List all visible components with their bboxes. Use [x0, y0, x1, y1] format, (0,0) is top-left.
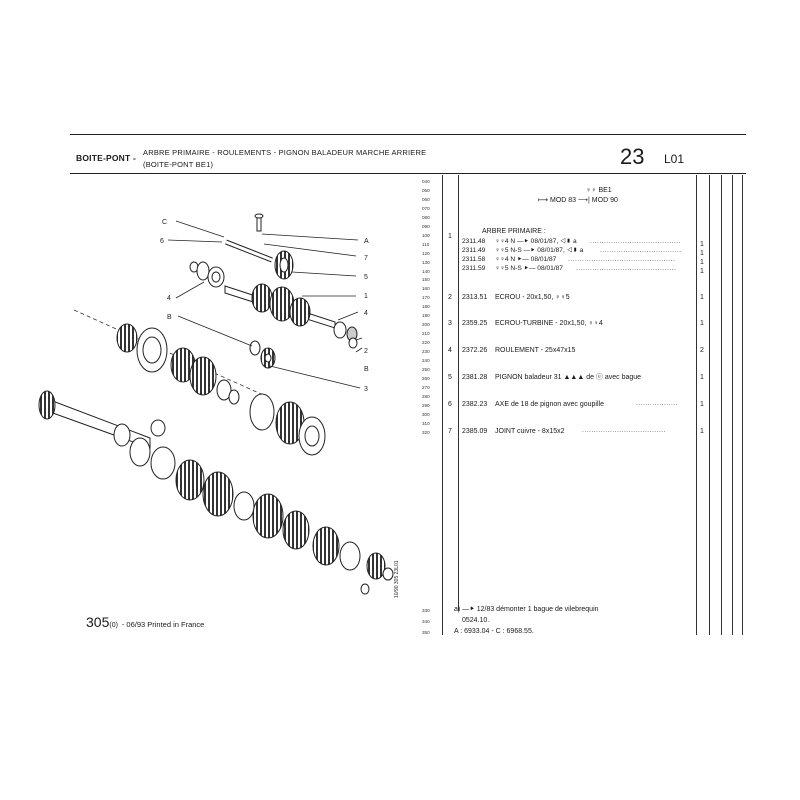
primary-gear-1 [252, 284, 272, 312]
primary-gear-3 [290, 298, 310, 326]
table-line-numbers-border [442, 175, 443, 635]
bearing-middle [250, 341, 275, 368]
callout-label: 6 [160, 238, 164, 245]
leader-dots: .................. [636, 401, 678, 407]
line-number: 310 [422, 420, 430, 426]
item-heading: ARBRE PRIMAIRE : [482, 228, 546, 235]
input-shaft-splines [39, 391, 55, 419]
line-number: 080 [422, 214, 430, 220]
line-number: 240 [422, 358, 430, 363]
callout-label: 4 [364, 310, 368, 317]
line-number: 220 [422, 340, 430, 346]
part-ref: 2313.51 [462, 294, 488, 301]
leader-dots: .................................... [582, 428, 666, 434]
table-right-border [742, 175, 743, 635]
line-number: 150 [422, 277, 430, 283]
model-to: MOD 90 [591, 197, 618, 204]
line-number: 090 [422, 223, 430, 229]
line-number: 250 [422, 366, 430, 372]
line-number: 350 [422, 630, 430, 635]
part-ref: 2381.28 [462, 374, 488, 381]
arrow-to-icon: ⟶| [576, 197, 592, 204]
part-qty: 1 [700, 250, 704, 257]
note-line-2: 0524.10. [462, 617, 490, 624]
line-number: 210 [422, 331, 430, 337]
part-ref: 2311.58 [462, 256, 486, 263]
part-desc: ♀♀5 N-S —⯈ 08/01/87, ◁▮ a [495, 247, 584, 254]
table-qty-column-border-1 [709, 175, 710, 635]
item-number: 5 [448, 374, 452, 381]
pin-7 [257, 217, 261, 231]
table-desc-column-border [696, 175, 697, 635]
part-desc: AXE de 18 de pignon avec goupille [495, 401, 604, 408]
side-reference: 10/90 305 23L01 [394, 560, 400, 598]
part-desc: ECROU-TURBINE - 20x1,50, ♀♀4 [495, 320, 603, 327]
line-number: 140 [422, 268, 430, 274]
part-qty: 1 [700, 241, 704, 248]
line-number: 190 [422, 313, 430, 319]
callout-label: 2 [364, 348, 368, 355]
line-number: 050 [422, 187, 430, 193]
part-desc: PIGNON baladeur 31 ▲▲▲ de ⓔ avec bague [495, 374, 642, 381]
gearbox-lower-assembly [39, 324, 393, 594]
section-label: BOITE-PONT - [76, 153, 137, 163]
line-number: 290 [422, 402, 430, 408]
line-number: 340 [422, 619, 430, 624]
callout-label: A [364, 238, 369, 245]
item-number: 1 [448, 233, 452, 240]
part-qty: 1 [700, 428, 704, 435]
part-qty: 1 [700, 374, 704, 381]
item-number: 3 [448, 320, 452, 327]
callout-label: C [162, 219, 168, 226]
line-number: 230 [422, 349, 430, 355]
line-number: 040 [422, 179, 430, 184]
exploded-view-diagram [0, 190, 420, 630]
part-qty: 1 [700, 259, 704, 266]
line-number: 200 [422, 322, 430, 328]
part-desc: ♀♀5 N-S ⯈— 08/01/87 [495, 265, 563, 272]
note-line-3: A : 6933.04 - C : 6968.55. [454, 628, 534, 635]
callout-label: 4 [167, 295, 171, 302]
line-number: 300 [422, 411, 430, 417]
start-arrow-icon: ⟼ [538, 197, 550, 204]
page-title: ARBRE PRIMAIRE - ROULEMENTS - PIGNON BALADEUR MARCHE ARRIERE [143, 148, 427, 157]
part-ref: 2385.09 [462, 428, 488, 435]
part-ref: 2359.25 [462, 320, 488, 327]
part-ref: 2311.48 [462, 238, 486, 245]
line-number: 160 [422, 286, 430, 292]
callout-label: 3 [364, 386, 368, 393]
footer-variant: (0) [109, 622, 118, 629]
model-line-2 [538, 197, 618, 204]
part-desc: ECROU - 20x1,50, ♀♀5 [495, 294, 570, 301]
part-desc: ♀♀4 N ⯈— 08/01/87 [495, 256, 557, 263]
leader-dots: ........................................... [576, 266, 677, 272]
callout-label: B [364, 366, 369, 373]
item-number: 6 [448, 401, 452, 408]
page-reference: L01 [664, 152, 685, 166]
line-number: 280 [422, 393, 430, 399]
line-number: 110 [422, 241, 430, 247]
table-qty-column-border-2 [721, 175, 722, 635]
part-ref: 2372.26 [462, 347, 488, 354]
leader-dots: ....................................... [590, 239, 681, 245]
callout-label: B [167, 314, 172, 321]
part-qty: 1 [700, 401, 704, 408]
leader-dots: ................................... [600, 248, 682, 254]
line-number: 260 [422, 375, 430, 381]
part-qty: 2 [700, 347, 704, 354]
line-number: 070 [422, 205, 430, 211]
part-qty: 1 [700, 320, 704, 327]
part-qty: 1 [700, 294, 704, 301]
line-number: 060 [422, 196, 430, 202]
line-number: 320 [422, 429, 430, 435]
line-number: 330 [422, 608, 430, 613]
table-item-column-border [458, 175, 459, 611]
part-desc: ♀♀4 N —⯈ 08/01/87, ◁▮ a [495, 238, 577, 245]
primary-shaft-upper [190, 262, 357, 348]
item-number: 7 [448, 428, 452, 435]
line-number: 180 [422, 304, 430, 310]
part-qty: 1 [700, 268, 704, 275]
model-from: MOD 83 [549, 197, 577, 204]
line-number: 130 [422, 259, 430, 265]
footer-model: 305 [86, 614, 110, 630]
part-ref: 2382.23 [462, 401, 488, 408]
header-bottom-rule [70, 173, 746, 174]
leader-dots: .............................................. [568, 257, 676, 263]
header-top-rule [70, 134, 746, 135]
part-ref: 2311.59 [462, 265, 486, 272]
callout-label: 5 [364, 274, 368, 281]
note-line-1: a) —⯈ 12/83 démonter 1 bague de vilebrequin [454, 606, 599, 613]
page-subtitle: (BOITE-PONT BE1) [143, 160, 214, 169]
table-qty-column-border-3 [732, 175, 733, 635]
model-line-1: ♀♀ BE1 [586, 187, 612, 194]
footer-printed: - 06/93 Printed in France [121, 620, 205, 629]
part-ref: 2311.49 [462, 247, 486, 254]
line-number: 100 [422, 232, 430, 238]
page-number: 23 [620, 144, 645, 169]
item-number: 2 [448, 294, 452, 301]
part-desc: ROULEMENT - 25x47x15 [495, 347, 576, 354]
callout-label: 1 [364, 293, 368, 300]
line-number: 170 [422, 295, 430, 301]
part-desc: JOINT cuivre - 8x15x2 [495, 428, 565, 435]
callout-label: 7 [364, 255, 368, 262]
line-number: 120 [422, 250, 430, 256]
line-number: 270 [422, 384, 430, 390]
item-number: 4 [448, 347, 452, 354]
